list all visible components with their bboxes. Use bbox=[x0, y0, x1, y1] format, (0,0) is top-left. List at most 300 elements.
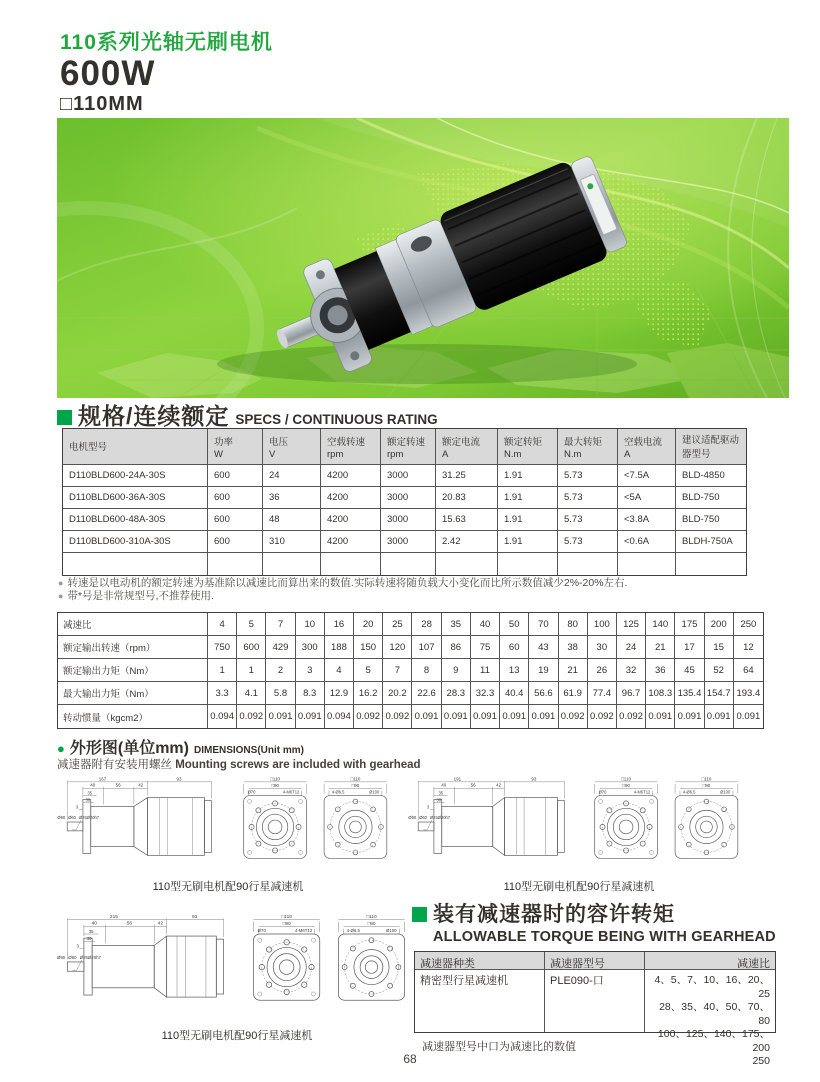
dim-total: 215 bbox=[109, 914, 118, 920]
ratio-cell: 77.4 bbox=[588, 682, 617, 705]
spec-cell bbox=[618, 553, 676, 575]
drawing-caption: 110型无刷电机配90行星减速机 bbox=[152, 881, 304, 893]
spec-cell: 600 bbox=[208, 465, 263, 487]
dimensions-subtitle-cn: 减速器附有安装用螺丝 bbox=[57, 759, 172, 771]
dim-motor: 93 bbox=[531, 776, 537, 782]
gearhead-ratios bbox=[645, 970, 775, 1067]
torque-note: 减速器型号中口为减速比的数值 bbox=[422, 1041, 576, 1053]
ratio-cell: 154.7 bbox=[705, 682, 734, 705]
ratio-cell: 25 bbox=[383, 613, 412, 636]
ratio-cell: 8 bbox=[412, 659, 441, 682]
dim-total: 167 bbox=[98, 776, 107, 782]
spec-header-label: 空载转速 bbox=[327, 436, 366, 448]
dim-3: 3 bbox=[426, 804, 430, 810]
ratio-cell: 43 bbox=[529, 636, 558, 659]
spec-header-unit: N.m bbox=[504, 448, 522, 460]
ratio-cell: 21 bbox=[646, 636, 675, 659]
spec-header-label: 空载电流 bbox=[624, 436, 663, 448]
green-square-icon bbox=[57, 410, 72, 425]
flange2-sq-inner: □90 bbox=[351, 783, 360, 789]
ratio-cell: 4 bbox=[208, 613, 237, 636]
ratio-cell: 22.6 bbox=[412, 682, 441, 705]
spec-header-unit: V bbox=[269, 448, 276, 460]
ratio-cell: 429 bbox=[266, 636, 295, 659]
dim-35: 35 bbox=[87, 790, 93, 796]
spec-cell: BLD-750 bbox=[676, 509, 746, 531]
spec-cell bbox=[63, 553, 208, 575]
torque-heading bbox=[412, 898, 790, 928]
spec-cell: 4200 bbox=[321, 487, 381, 509]
spec-header-label: 电机型号 bbox=[69, 442, 108, 453]
spec-cell bbox=[381, 553, 436, 575]
specs-title-cn: 规格/连续额定 bbox=[78, 403, 230, 429]
hero-image bbox=[57, 118, 789, 398]
dim-30: 30 bbox=[85, 797, 91, 803]
ratio-cell: 52 bbox=[705, 659, 734, 682]
dim-seg2: 56 bbox=[126, 921, 133, 927]
spec-header-label: 最大转矩 bbox=[564, 436, 603, 448]
spec-cell: 5.73 bbox=[558, 487, 618, 509]
flange2-sq-outer: □110 bbox=[350, 776, 361, 782]
ratio-cell: 20 bbox=[354, 613, 383, 636]
dimension-drawing-3 bbox=[57, 905, 417, 1043]
ratio-line: 250 bbox=[752, 1055, 770, 1067]
ratio-row-label: 转动惯量（kgcm2） bbox=[58, 705, 208, 728]
motor-shadow bbox=[217, 344, 637, 384]
dim-seg3: 42 bbox=[496, 782, 502, 788]
ratio-cell: 96.7 bbox=[617, 682, 646, 705]
spec-cell: 24 bbox=[263, 465, 321, 487]
torque-title-en: ALLOWABLE TORQUE BEING WITH GEARHEAD bbox=[433, 929, 776, 945]
spec-cell: 4200 bbox=[321, 509, 381, 531]
ratio-cell: 32 bbox=[617, 659, 646, 682]
spec-cell: 5.73 bbox=[558, 465, 618, 487]
dimensions-title-en: DIMENSIONS(Unit mm) bbox=[193, 745, 304, 756]
ratio-cell: 0.092 bbox=[237, 705, 266, 728]
spec-cell: 3000 bbox=[381, 465, 436, 487]
ratio-cell: 0.091 bbox=[705, 705, 734, 728]
flange1-holes: 4-M6T12 bbox=[633, 789, 651, 795]
flange2-holes: 4-Ø6.5 bbox=[331, 789, 345, 795]
ratio-cell: 60 bbox=[500, 636, 529, 659]
spec-header-cell bbox=[558, 429, 618, 465]
ratio-cell: 0.092 bbox=[354, 705, 383, 728]
spec-header-label: 电压 bbox=[269, 436, 289, 448]
spec-header-cell bbox=[676, 429, 746, 465]
dim-seg2: 56 bbox=[115, 782, 121, 788]
dim-3: 3 bbox=[75, 804, 79, 810]
note-text: 转速是以电动机的额定转速为基准除以减速比而算出来的数值.实际转速将随负载大小变化而比所示数值减少2%-20%左右. bbox=[67, 577, 628, 589]
ratio-cell: 7 bbox=[383, 659, 412, 682]
ratio-cell: 2 bbox=[266, 659, 295, 682]
ratio-row bbox=[58, 636, 763, 659]
flange2-holes: 4-Ø6.5 bbox=[682, 789, 696, 795]
ratio-cell: 750 bbox=[208, 636, 237, 659]
power-rating: 600W bbox=[60, 54, 156, 93]
ratio-cell: 0.091 bbox=[296, 705, 325, 728]
spec-header-unit: A bbox=[624, 448, 631, 460]
dim-dia3: Ø25Ø20h7 bbox=[78, 815, 100, 821]
flange1-holes: 4-M6T12 bbox=[294, 927, 313, 933]
spec-table-header-row bbox=[63, 429, 746, 465]
spec-header-cell bbox=[498, 429, 558, 465]
ratio-row-label: 减速比 bbox=[58, 613, 208, 636]
spec-header-label: 额定转速 bbox=[387, 436, 426, 448]
technical-drawing bbox=[408, 774, 750, 874]
ratio-cell: 0.091 bbox=[529, 705, 558, 728]
flange1-sq-inner: □90 bbox=[622, 783, 630, 789]
ratio-cell: 0.094 bbox=[208, 705, 237, 728]
technical-drawing bbox=[57, 774, 399, 874]
page-header bbox=[60, 26, 273, 116]
flange-view-2 bbox=[675, 776, 738, 858]
ratio-cell: 5.8 bbox=[266, 682, 295, 705]
page-number: 68 bbox=[403, 1052, 417, 1066]
ratio-cell: 200 bbox=[705, 613, 734, 636]
spec-cell: 1.91 bbox=[498, 487, 558, 509]
spec-table-row bbox=[63, 465, 746, 487]
ratio-cell: 600 bbox=[237, 636, 266, 659]
ratio-cell: 0.092 bbox=[383, 705, 412, 728]
spec-cell: BLDH-750A bbox=[676, 531, 746, 553]
dimensions-subtitle bbox=[57, 756, 421, 772]
spec-header-cell bbox=[263, 429, 321, 465]
spec-header-unit: rpm bbox=[387, 448, 404, 460]
ratio-cell: 80 bbox=[559, 613, 588, 636]
spec-cell: D110BLD600-310A-30S bbox=[63, 531, 208, 553]
ratio-cell: 13 bbox=[500, 659, 529, 682]
spec-cell: 3000 bbox=[381, 531, 436, 553]
ratio-cell: 0.092 bbox=[617, 705, 646, 728]
spec-cell: <3.8A bbox=[618, 509, 676, 531]
dim-dia1: Ø90 bbox=[57, 954, 66, 960]
dim-seg1: 40 bbox=[441, 782, 447, 788]
dim-30: 30 bbox=[86, 936, 92, 942]
flange1-holes: 4-M6T12 bbox=[282, 789, 300, 795]
dim-motor: 93 bbox=[191, 914, 198, 920]
ratio-cell: 40.4 bbox=[500, 682, 529, 705]
dim-seg3: 42 bbox=[138, 782, 144, 788]
spec-header-cell bbox=[381, 429, 436, 465]
ratio-cell: 24 bbox=[617, 636, 646, 659]
spec-header-cell bbox=[63, 429, 208, 465]
ratio-cell: 1 bbox=[208, 659, 237, 682]
ratio-cell: 188 bbox=[325, 636, 354, 659]
flange2-circle: Ø100 bbox=[720, 789, 731, 795]
note-line bbox=[58, 590, 778, 603]
spec-cell: <5A bbox=[618, 487, 676, 509]
ratio-cell: 3.3 bbox=[208, 682, 237, 705]
spec-header-cell bbox=[208, 429, 263, 465]
side-view bbox=[408, 776, 564, 855]
dimensions-heading bbox=[57, 735, 304, 758]
spec-cell: D110BLD600-48A-30S bbox=[63, 509, 208, 531]
ratio-cell: 28 bbox=[412, 613, 441, 636]
ratio-cell: 56.6 bbox=[529, 682, 558, 705]
ratio-row-label: 额定输出力矩（Nm） bbox=[58, 659, 208, 682]
ratio-cell: 16.2 bbox=[354, 682, 383, 705]
series-title: 110系列光轴无刷电机 bbox=[60, 31, 273, 54]
flange1-sq-outer: □110 bbox=[270, 776, 281, 782]
ratio-row bbox=[58, 613, 763, 636]
ratio-cell: 5 bbox=[237, 613, 266, 636]
ratio-cell: 107 bbox=[412, 636, 441, 659]
dim-seg1: 40 bbox=[91, 921, 97, 927]
ratio-cell: 61.9 bbox=[559, 682, 588, 705]
ratio-line: 100、125、140、175、200 bbox=[657, 1028, 770, 1054]
ratio-cell: 70 bbox=[529, 613, 558, 636]
bullet-icon: ● bbox=[58, 578, 64, 588]
ratio-cell: 15 bbox=[705, 636, 734, 659]
spec-cell bbox=[558, 553, 618, 575]
ratio-line: 4、5、7、10、16、20、25 bbox=[654, 974, 770, 1000]
spec-cell bbox=[498, 553, 558, 575]
flange2-sq-inner: □90 bbox=[702, 783, 711, 789]
side-view bbox=[57, 914, 224, 997]
dim-seg1: 40 bbox=[90, 782, 96, 788]
ratio-cell: 1 bbox=[237, 659, 266, 682]
ratio-cell: 17 bbox=[675, 636, 704, 659]
ratio-row-label: 最大输出力矩（Nm） bbox=[58, 682, 208, 705]
spec-header-label: 额定电流 bbox=[442, 436, 481, 448]
ratio-cell: 120 bbox=[383, 636, 412, 659]
dim-dia3: Ø25Ø20h7 bbox=[79, 954, 101, 960]
ratio-cell: 135.4 bbox=[675, 682, 704, 705]
gear-ratio-table bbox=[57, 612, 764, 729]
ratio-cell: 86 bbox=[442, 636, 471, 659]
spec-cell: BLD-4850 bbox=[676, 465, 746, 487]
spec-cell: <0.6A bbox=[618, 531, 676, 553]
torque-title-cn: 装有减速器时的容许转矩 bbox=[433, 903, 675, 926]
torque-header-model: 减速器型号 bbox=[545, 952, 645, 970]
bullet-icon: ● bbox=[58, 591, 64, 601]
dim-dia1: Ø90 bbox=[57, 815, 66, 821]
ratio-cell: 5 bbox=[354, 659, 383, 682]
flange2-sq-outer: □110 bbox=[366, 914, 377, 920]
ratio-cell: 175 bbox=[675, 613, 704, 636]
spec-cell: D110BLD600-36A-30S bbox=[63, 487, 208, 509]
ratio-cell: 150 bbox=[354, 636, 383, 659]
spec-cell: 1.91 bbox=[498, 531, 558, 553]
spec-cell: 3000 bbox=[381, 487, 436, 509]
hero-illustration bbox=[57, 118, 789, 398]
flange1-bore: Ø70 bbox=[247, 789, 256, 795]
torque-header-type: 减速器种类 bbox=[415, 952, 545, 970]
ratio-cell: 64 bbox=[734, 659, 763, 682]
spec-header-cell bbox=[321, 429, 381, 465]
dim-dia2: Ø60 bbox=[68, 954, 77, 960]
flange2-sq-outer: □110 bbox=[701, 776, 712, 782]
spec-header-unit: N.m bbox=[564, 448, 582, 460]
flange1-sq-outer: □110 bbox=[621, 776, 632, 782]
dim-total: 191 bbox=[453, 776, 462, 782]
flange1-bore: Ø70 bbox=[257, 927, 266, 933]
spec-cell: 4200 bbox=[321, 465, 381, 487]
spec-header-unit: A bbox=[442, 448, 449, 460]
ratio-cell: 3 bbox=[296, 659, 325, 682]
spec-cell: 600 bbox=[208, 509, 263, 531]
spec-notes bbox=[58, 577, 778, 603]
spec-cell bbox=[436, 553, 498, 575]
spec-header-label: 额定转矩 bbox=[504, 436, 543, 448]
ratio-row bbox=[58, 705, 763, 728]
frame-size: □110MM bbox=[60, 92, 144, 115]
flange-view-1 bbox=[254, 914, 320, 1000]
spec-header-cell bbox=[618, 429, 676, 465]
spec-cell: 15.63 bbox=[436, 509, 498, 531]
ratio-cell: 36 bbox=[646, 659, 675, 682]
dimensions-subtitle-en: Mounting screws are included with gearhead bbox=[175, 759, 421, 771]
spec-table-row bbox=[63, 531, 746, 553]
ratio-cell: 108.3 bbox=[646, 682, 675, 705]
dimension-drawing-2 bbox=[408, 774, 750, 894]
spec-table-row bbox=[63, 509, 746, 531]
ratio-cell: 21 bbox=[559, 659, 588, 682]
ratio-cell: 300 bbox=[296, 636, 325, 659]
spec-cell: <7.5A bbox=[618, 465, 676, 487]
ratio-cell: 38 bbox=[559, 636, 588, 659]
ratio-cell: 0.091 bbox=[500, 705, 529, 728]
spec-cell: 20.83 bbox=[436, 487, 498, 509]
spec-cell: 3000 bbox=[381, 509, 436, 531]
ratio-cell: 0.094 bbox=[325, 705, 354, 728]
dim-seg2: 56 bbox=[470, 782, 476, 788]
spec-cell: 1.91 bbox=[498, 465, 558, 487]
spec-table-empty-row bbox=[63, 553, 746, 575]
spec-cell: BLD-750 bbox=[676, 487, 746, 509]
dim-dia2: Ø60 bbox=[419, 815, 427, 821]
ratio-cell: 16 bbox=[325, 613, 354, 636]
torque-section bbox=[412, 898, 790, 1067]
dim-seg3: 42 bbox=[157, 921, 164, 927]
spec-table bbox=[62, 428, 747, 576]
ratio-row bbox=[58, 682, 763, 705]
drawing-caption: 110型无刷电机配90行星减速机 bbox=[503, 881, 655, 893]
ratio-cell: 0.091 bbox=[675, 705, 704, 728]
spec-cell: 4200 bbox=[321, 531, 381, 553]
spec-cell: 5.73 bbox=[558, 509, 618, 531]
dim-3: 3 bbox=[76, 943, 79, 949]
ratio-cell: 100 bbox=[588, 613, 617, 636]
flange2-circle: Ø100 bbox=[385, 927, 397, 933]
torque-header-ratio: 减速比 bbox=[645, 952, 775, 970]
ratio-cell: 50 bbox=[500, 613, 529, 636]
gearhead-model: PLE090-口 bbox=[545, 970, 645, 1032]
spec-cell: 310 bbox=[263, 531, 321, 553]
spec-table-row bbox=[63, 487, 746, 509]
torque-table-header bbox=[415, 952, 775, 970]
dimension-drawing-1 bbox=[57, 774, 399, 894]
spec-cell: 2.42 bbox=[436, 531, 498, 553]
ratio-cell: 0.091 bbox=[266, 705, 295, 728]
flange2-holes: 4-Ø6.5 bbox=[346, 927, 360, 933]
technical-drawing bbox=[57, 905, 417, 1023]
spec-cell bbox=[321, 553, 381, 575]
dimensions-title-cn: 外形图(单位mm) bbox=[69, 740, 189, 757]
ratio-cell: 140 bbox=[646, 613, 675, 636]
ratio-cell: 0.091 bbox=[471, 705, 500, 728]
ratio-cell: 0.092 bbox=[559, 705, 588, 728]
ratio-cell: 11 bbox=[471, 659, 500, 682]
ratio-cell: 45 bbox=[675, 659, 704, 682]
ratio-cell: 125 bbox=[617, 613, 646, 636]
ratio-line: 28、35、40、50、70、80 bbox=[659, 1001, 770, 1027]
specs-title-en: SPECS / CONTINUOUS RATING bbox=[235, 412, 438, 427]
ratio-cell: 4 bbox=[325, 659, 354, 682]
ratio-cell: 35 bbox=[442, 613, 471, 636]
flange2-sq-inner: □90 bbox=[367, 922, 376, 928]
spec-header-cell bbox=[436, 429, 498, 465]
ratio-cell: 0.092 bbox=[588, 705, 617, 728]
green-dot-icon: ● bbox=[57, 741, 65, 756]
dim-dia3: Ø25Ø20h7 bbox=[429, 815, 451, 821]
spec-cell: 31.25 bbox=[436, 465, 498, 487]
ratio-cell: 0.091 bbox=[442, 705, 471, 728]
ratio-cell: 8.3 bbox=[296, 682, 325, 705]
ratio-cell: 0.091 bbox=[734, 705, 763, 728]
ratio-cell: 4.1 bbox=[237, 682, 266, 705]
spec-cell: 1.91 bbox=[498, 509, 558, 531]
flange1-sq-outer: □110 bbox=[281, 914, 292, 920]
dim-35: 35 bbox=[438, 790, 444, 796]
ratio-cell: 75 bbox=[471, 636, 500, 659]
spec-header-label: 建议适配驱动器型号 bbox=[682, 435, 740, 460]
ratio-cell: 10 bbox=[296, 613, 325, 636]
flange-view-2 bbox=[324, 776, 387, 858]
ratio-cell: 12.9 bbox=[325, 682, 354, 705]
green-square-icon bbox=[412, 907, 427, 922]
specs-section-heading bbox=[57, 398, 438, 431]
ratio-cell: 28.3 bbox=[442, 682, 471, 705]
drawing-caption: 110型无刷电机配90行星减速机 bbox=[161, 1030, 313, 1042]
dim-dia1: Ø90 bbox=[408, 815, 417, 821]
ratio-cell: 20.2 bbox=[383, 682, 412, 705]
spec-header-label: 功率 bbox=[214, 436, 234, 448]
spec-cell: 5.73 bbox=[558, 531, 618, 553]
note-text: 带*号是非常规型号,不推荐使用. bbox=[67, 590, 214, 602]
spec-cell: 600 bbox=[208, 487, 263, 509]
flange1-sq-inner: □90 bbox=[271, 783, 279, 789]
spec-header-unit: W bbox=[214, 448, 223, 460]
dim-dia2: Ø60 bbox=[68, 815, 76, 821]
ratio-cell: 19 bbox=[529, 659, 558, 682]
ratio-cell: 0.091 bbox=[646, 705, 675, 728]
ratio-cell: 12 bbox=[734, 636, 763, 659]
flange1-bore: Ø70 bbox=[598, 789, 607, 795]
spec-cell: 36 bbox=[263, 487, 321, 509]
flange1-sq-inner: □90 bbox=[282, 922, 291, 928]
ratio-cell: 30 bbox=[588, 636, 617, 659]
ratio-cell: 40 bbox=[471, 613, 500, 636]
spec-cell bbox=[676, 553, 746, 575]
ratio-cell: 193.4 bbox=[734, 682, 763, 705]
ratio-cell: 9 bbox=[442, 659, 471, 682]
spec-cell bbox=[263, 553, 321, 575]
spec-cell: 600 bbox=[208, 531, 263, 553]
flange-view-1 bbox=[244, 776, 307, 858]
dim-30: 30 bbox=[436, 797, 442, 803]
flange-view-2 bbox=[338, 914, 404, 1000]
ratio-cell: 250 bbox=[734, 613, 763, 636]
flange2-circle: Ø100 bbox=[369, 789, 380, 795]
ratio-cell: 0.091 bbox=[412, 705, 441, 728]
spec-cell: D110BLD600-24A-30S bbox=[63, 465, 208, 487]
ratio-cell: 7 bbox=[266, 613, 295, 636]
gearhead-type: 精密型行星减速机 bbox=[415, 970, 545, 1032]
flange-view-1 bbox=[595, 776, 658, 858]
spec-cell bbox=[208, 553, 263, 575]
ratio-cell: 32.3 bbox=[471, 682, 500, 705]
